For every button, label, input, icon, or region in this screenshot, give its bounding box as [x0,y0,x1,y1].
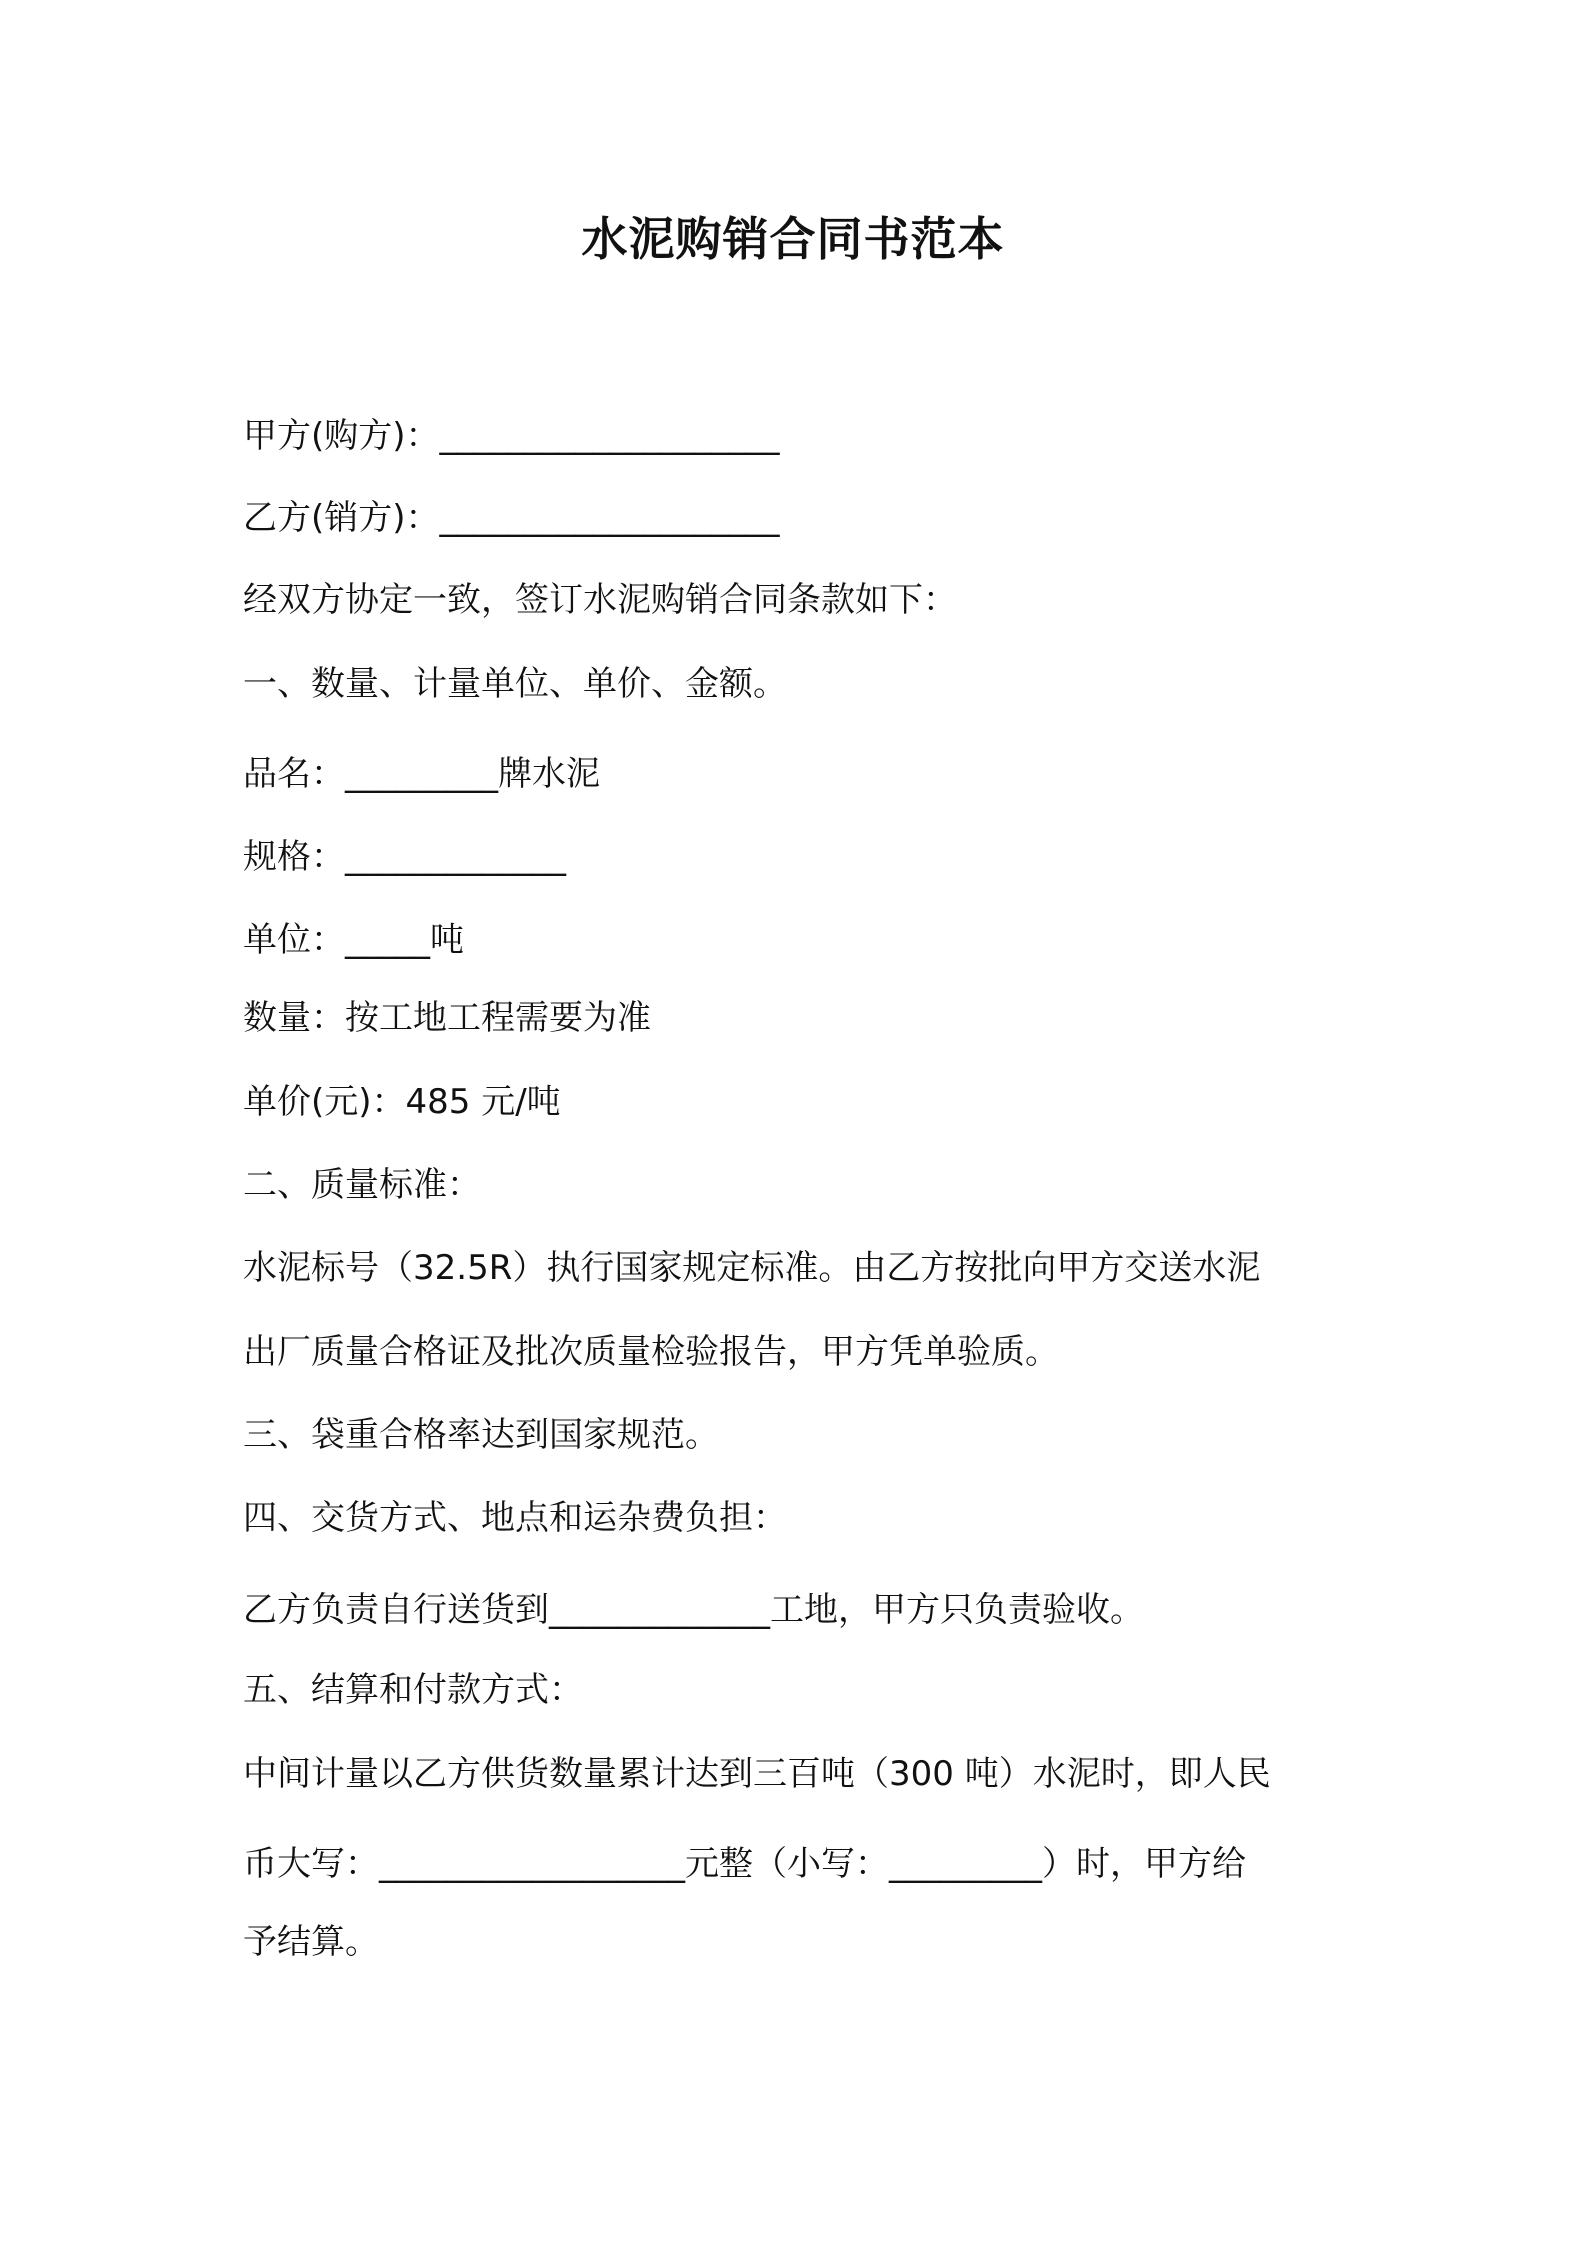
party-a-line: 甲方(购方)：____________________ [243,416,780,456]
product-name-line: 品名：_________牌水泥 [243,754,600,794]
settlement-line-2: 币大写：__________________元整（小写：_________）时，甲方给 [243,1844,1246,1884]
party-b-line: 乙方(销方)：____________________ [243,498,780,538]
quantity-line: 数量：按工地工程需要为准 [243,998,651,1038]
quality-standard-line-1: 水泥标号（32.5R）执行国家规定标准。由乙方按批向甲方交送水泥 [243,1248,1261,1288]
agreement-intro: 经双方协定一致，签订水泥购销合同条款如下： [243,580,957,620]
section-four-heading: 四、交货方式、地点和运杂费负担： [243,1498,787,1538]
document-title: 水泥购销合同书范本 [581,212,1005,266]
settlement-line-1: 中间计量以乙方供货数量累计达到三百吨（300 吨）水泥时，即人民 [243,1754,1271,1794]
settlement-line-3: 予结算。 [243,1922,379,1962]
unit-price-line: 单价(元)：485 元/吨 [243,1082,561,1122]
section-three-heading: 三、袋重合格率达到国家规范。 [243,1415,719,1455]
unit-line: 单位：_____吨 [243,920,464,960]
spec-line: 规格：_____________ [243,837,566,877]
section-two-heading: 二、质量标准： [243,1165,481,1205]
section-one-heading: 一、数量、计量单位、单价、金额。 [243,664,787,704]
section-five-heading: 五、结算和付款方式： [243,1670,583,1710]
quality-standard-line-2: 出厂质量合格证及批次质量检验报告，甲方凭单验质。 [243,1332,1059,1372]
delivery-line: 乙方负责自行送货到_____________工地，甲方只负责验收。 [243,1590,1144,1630]
